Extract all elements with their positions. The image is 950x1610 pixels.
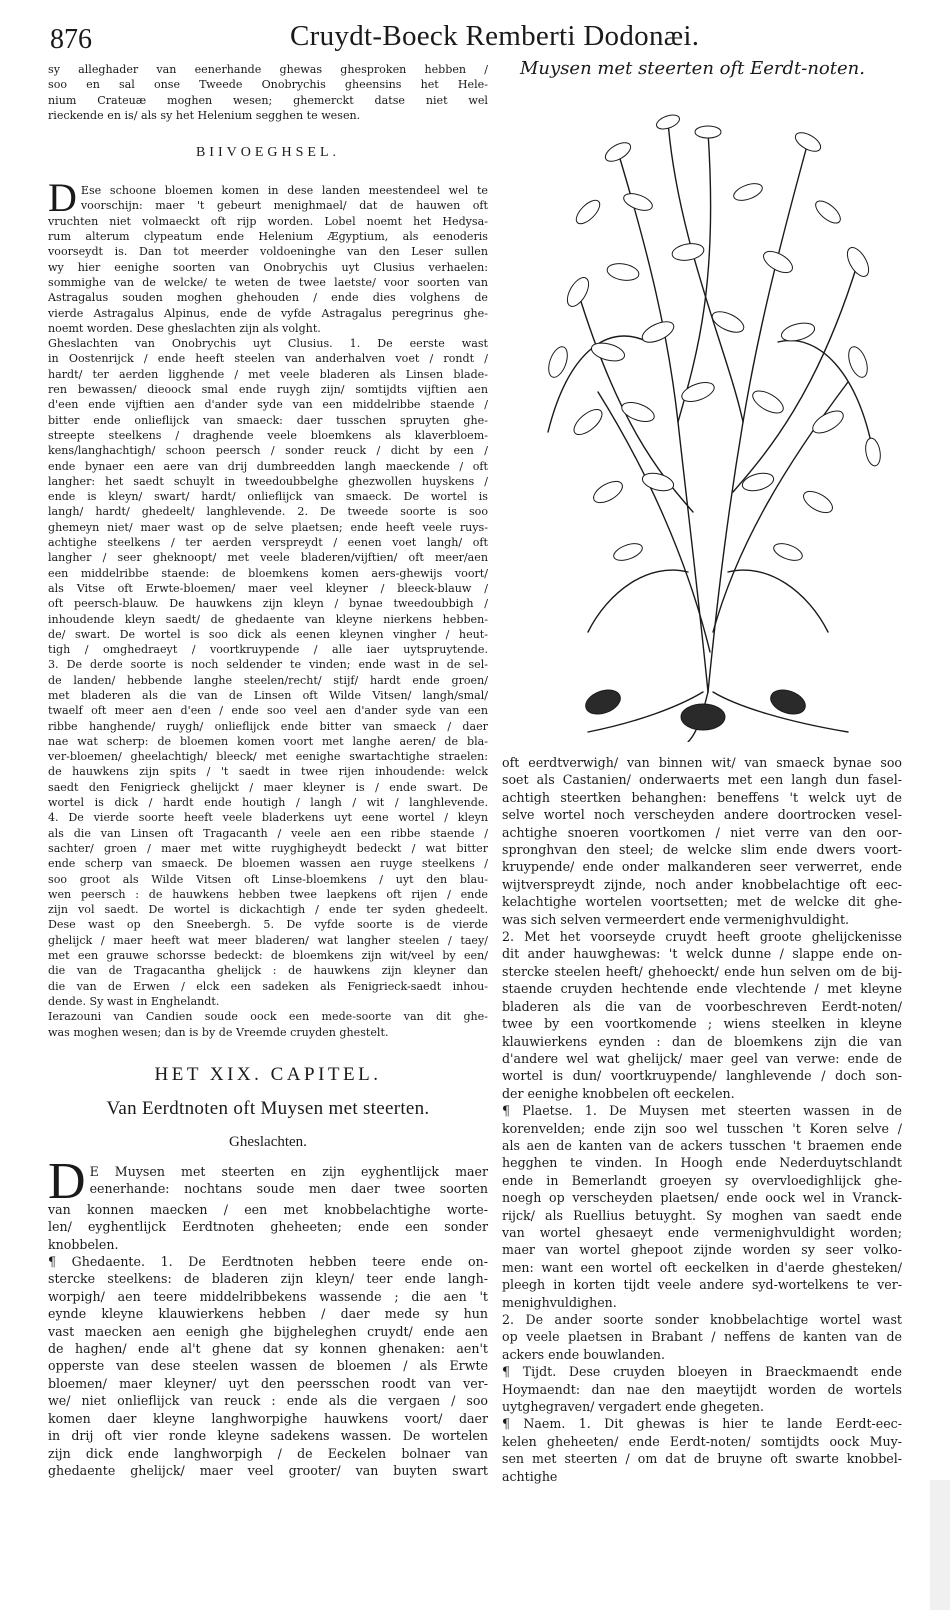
chapter-heading: HET XIX. CAPITEL. (154, 1063, 382, 1085)
text-line: achtighe snoeren voortkomen / niet verre van den oor- (502, 824, 902, 840)
text-line: 2. Met het voorseyde cruydt heeft groote ghelijckenisse (502, 929, 902, 945)
text-line: stercke steelkens: de bladeren zijn kleyn/ teer ende langh- (48, 1271, 488, 1287)
text-line: voorschijn: maer 't gebeurt menighmael/ dat de hauwen oft (80, 199, 488, 213)
intro-paragraph (48, 62, 488, 123)
text-line: sen met steerten / om dat de bruyne oft swarte knobbel- (502, 1451, 902, 1467)
text-line: maer van wortel ghepoot zijnde worden sy seer volko- (502, 1242, 902, 1258)
text-line: als aen de kanten van de ackers tusschen 't braemen ende (502, 1137, 902, 1153)
text-line: ribbe hanghende/ ruygh/ onlieflijck ende bitter van smaeck / daer (48, 719, 488, 733)
text-line: d'een ende vijftien aen d'ander syde van een middelribbe staende / (48, 398, 488, 412)
text-line: van wortel ghesaeyt ende vermenighvuldight worden; (502, 1224, 902, 1240)
text-line: ende is kleyn/ swart/ hardt/ onlieflijck van smaeck. De wortel is (48, 490, 488, 504)
text-line: voorseydt is. Dan tot meerder voldoeninghe van den Leser sullen (48, 245, 488, 259)
text-line: die van de Tragacantha ghelijck : de hauwkens zijn kleyner dan (48, 964, 488, 978)
text-line: sy alleghader van eenerhande ghewas ghesproken hebben / (48, 63, 488, 76)
text-line: ghelijck / maer heeft wat meer bladeren/ wat langher steelen / taey/ (48, 933, 488, 947)
text-line: E Muysen met steerten en zijn eyghentlijck maer (89, 1163, 488, 1179)
text-line: selve wortel noch verscheyden andere doortrocken vesel- (502, 807, 902, 823)
right-column (502, 754, 902, 1485)
text-line: rijck/ als Ruellius betuyght. Sy moghen van saedt ende (502, 1207, 902, 1223)
text-line: ver-bloemen/ gheelachtigh/ bleeck/ met eenighe swartachtighe straelen: (48, 750, 488, 764)
text-line: in drij oft vier ronde kleyne sadekens wassen. De wortelen (48, 1428, 488, 1444)
text-line: ¶ Tijdt. Dese cruyden bloeyen in Braeckmaendt ende (502, 1364, 902, 1380)
geslachten-heading: Gheslachten. (229, 1133, 307, 1150)
text-line: 4. De vierde soorte heeft veele bladerkens uyt eene wortel / kleyn (48, 811, 488, 825)
text-line: uytghegraven/ vergadert ende ghegeten. (502, 1399, 765, 1415)
text-line: soo en sal onse Tweede Onobrychis gheensins het Hele- (48, 78, 488, 92)
text-line: Ierazouni van Candien soude oock een mede-soorte van dit ghe- (48, 1010, 488, 1024)
text-line: soo groot als Wilde Vitsen oft Linse-bloemkens / uyt den blau- (48, 872, 488, 886)
text-line: wortel is dick / hardt ende houtigh / langh / wit / langhlevende. (48, 796, 488, 810)
chapter-body (48, 1152, 488, 1480)
text-line: streepte steelkens / draghende veele bloemkens als klaverbloem- (48, 428, 488, 442)
text-line: saedt den Fenigrieck ghelijckt / maer kleyner is / ende swart. De (48, 780, 488, 794)
text-line: Astragalus souden moghen ghehouden / ende dies volghens de (48, 291, 488, 305)
text-line: oft peersch-blauw. De hauwkens zijn kleyn / bynae tweedoubbigh / (48, 597, 488, 611)
text-line: zijn vol saedt. De wortel is dickachtigh / ende ter syden ghedeelt. (48, 903, 488, 917)
text-line: noemt worden. Dese gheslachten zijn als volght. (48, 321, 321, 335)
text-line: kens/langhachtigh/ schoon peersch / sonder reuck / dicht by een / (48, 444, 488, 458)
text-line: klauwierkens eynden : dan de bloemkens zijn die van (502, 1033, 902, 1049)
catchword: achtighe (502, 1468, 558, 1484)
text-line: Ese schoone bloemen komen in dese landen meestendeel wel te (80, 184, 488, 198)
text-line: Hoymaendt: dan nae den maeytijdt worden de wortels (502, 1381, 902, 1397)
text-line: de haghen/ ende al't ghene dat sy konnen ghenaken: aen't (48, 1341, 488, 1357)
text-line: kelen gheheeten/ ende Eerdt-noten/ somtijdts oock Muy- (502, 1433, 902, 1449)
running-head: Cruydt-Boeck Remberti Dodonæi. (290, 20, 700, 52)
text-line: nae wat scherp: de bloemen komen voort met langhe aeren/ de bla- (48, 734, 488, 748)
text-line: als Vitse oft Erwte-bloemen/ maer veel kleyner / bleeck-blauw / (48, 581, 488, 595)
text-line: len/ eyghentlijck Eerdtnoten gheheeten; ende een sonder (48, 1219, 488, 1235)
text-line: sommighe van de welcke/ te weten de twee laetste/ voor soorten van (48, 275, 488, 289)
text-line: vast maecken aen eenigh ghe bijgheleghen cruydt/ ende aen (48, 1323, 488, 1339)
text-line: vierde Astragalus Alpinus, ende de vyfde Astragalus peregrinus ghe- (48, 306, 488, 320)
text-line: men: want een wortel oft eeckelken in d'aerde ghesteken/ (502, 1259, 902, 1275)
text-line: worpigh/ aen teere middelribbekens wassende ; die aen 't (48, 1288, 488, 1304)
text-line: Gheslachten van Onobrychis uyt Clusius. 1. De eerste wast (48, 337, 488, 351)
text-line: opperste van dese steelen wassen de bloemen / als Erwte (48, 1358, 488, 1374)
text-line: stercke steelen heeft/ ghehoeckt/ ende hun selven om de bij- (502, 963, 902, 979)
text-line: Dese wast op den Sneebergh. 5. De vyfde soorte is de vierde (48, 918, 488, 932)
text-line: knobbelen. (48, 1236, 119, 1252)
text-line: vruchten niet volmaeckt oft rijp worden. Lobel noemt het Hedysa- (48, 214, 488, 228)
text-line: kruypende/ ende onder malkanderen seer verwerret, ende (502, 859, 902, 875)
text-line: soet als Castanien/ onderwaerts met een langh dun fasel- (502, 772, 902, 788)
text-line: als die van Linsen oft Tragacanth / veele aen een ribbe staende / (48, 826, 488, 840)
text-line: komen daer kleyne langhworpighe hauwkens voort/ daer (48, 1410, 488, 1426)
text-line: twaelf oft meer aen d'een / ende soo veel aen d'ander syde van een (48, 704, 488, 718)
text-line: met een grauwe schorsse bedeckt: de bloemkens zijn wit/veel by een/ (48, 949, 488, 963)
text-line: ende in Bemerlandt groeyen sy overvloedighlijck ghe- (502, 1172, 902, 1188)
text-line: rum alterum clypeatum ende Helenium Ægyptium, als eenoderis (48, 230, 488, 244)
illustration-caption: Muysen met steerten oft Eerdt-noten. (520, 58, 865, 79)
text-line: wy hier eenighe soorten van Onobrychis uyt Clusius verhaelen: (48, 260, 488, 274)
left-column (48, 62, 488, 1479)
text-line: korenvelden; ende zijn soo wel tusschen 't Koren selve / (502, 1120, 902, 1136)
text-line: langher / seer gheknoopt/ met veele bladeren/vijftien/ oft meer/aen (48, 551, 488, 565)
text-line: ren bewassen/ dieoock smal ende ruygh zijn/ somtijdts vijftien aen (48, 383, 488, 397)
text-line: staende cruyden hechtende ende vlechtende / met kleyne (502, 981, 902, 997)
text-line: was moghen wesen; dan is by de Vreemde cruyden ghestelt. (48, 1025, 389, 1039)
text-line: we/ niet onlieflijck van reuck : ende als die vergaen / soo (48, 1393, 488, 1409)
text-line: achtighe steelkens / ter aerden verspreydt / eenen voet langh/ oft (48, 536, 488, 550)
text-line: wen peersch : de hauwkens hebben twee laepkens oft rijen / ende (48, 887, 488, 901)
drop-capital: D (48, 1152, 86, 1210)
text-line: 3. De derde soorte is noch seldender te vinden; ende wast in de sel- (48, 658, 488, 672)
text-line: spronghvan den steel; de welcke slim ende dwers voort- (502, 842, 902, 858)
text-line: dit ander hauwghewas: 't welck dunne / slappe ende on- (502, 946, 902, 962)
text-line: de/ swart. De wortel is soo dick als eenen kleynen vingher / heut- (48, 627, 488, 641)
text-line: rieckende en is/ als sy het Helenium segghen te wesen. (48, 108, 361, 122)
text-line: langh/ hardt/ ghedeelt/ langhlevende. 2. De tweede soorte is soo (48, 505, 488, 519)
text-line: bitter ende onlieflijck van smaeck: daer tusschen spruyten ghe- (48, 413, 488, 427)
text-line: inhoudende kleyn saedt/ de ghedaente van kleyne nierkens hebben- (48, 612, 488, 626)
text-line: ¶ Naem. 1. Dit ghewas is hier te lande Eerdt-eec- (502, 1416, 902, 1432)
text-line: 2. De ander soorte sonder knobbelachtige wortel wast (502, 1312, 902, 1327)
text-line: kelachtighe wortelen voortsetten; met de welcke dit ghe- (502, 894, 902, 910)
text-line: d'andere wel wat ghelijck/ maer geel van verwe: ende de (502, 1050, 902, 1066)
text-line: der eenighe knobbelen oft eeckelen. (502, 1085, 735, 1101)
text-line: op veele plaetsen in Brabant / neffens de kanten van de (502, 1329, 902, 1345)
text-line: wijtverspreydt zijnde, noch ander knobbelachtige oft eec- (502, 876, 902, 892)
text-line: van konnen maecken / een met knobbelachtighe worte- (48, 1201, 488, 1217)
text-line: die van de Erwen / elck een sadeken als Fenigrieck-saedt inhou- (48, 979, 488, 993)
text-line: pleegh in korten tijdt veele andere syd-wortelkens te ver- (502, 1277, 902, 1293)
page-edge (930, 1480, 950, 1610)
text-line: bladeren als die van de voorbeschreven Eerdt-noten/ (502, 998, 902, 1014)
text-line: ghemeyn niet/ maer wast op de selve plaetsen; ende heeft veele ruys- (48, 520, 488, 534)
text-line: ende scherp van smaeck. De bloemen wassen aen ruyge steelkens / (48, 857, 488, 871)
text-line: menighvuldighen. (502, 1294, 617, 1310)
text-line: zijn dick ende langhworpigh / de Eeckelen bolnaer van (48, 1445, 488, 1461)
bijvoeghsel-heading: BIIVOEGHSEL. (195, 145, 341, 161)
drop-capital: D (48, 175, 77, 221)
text-line: met bladeren als die van de Linsen oft Wilde Vitsen/ langh/smal/ (48, 688, 488, 702)
text-line: ghedaente ghelijck/ maer veel grooter/ van buyten swart (48, 1462, 488, 1478)
text-line: noegh op verscheyden plaetsen/ ende oock wel in Vranck- (502, 1190, 902, 1206)
text-line: ende bynaer een aere van drij dumbreedden langh maeckende / oft (48, 459, 488, 473)
text-line: ackers ende bouwlanden. (502, 1346, 666, 1362)
text-line: ¶ Plaetse. 1. De Muysen met steerten wassen in de (502, 1103, 902, 1119)
text-line: oft eerdtverwigh/ van binnen wit/ van smaeck bynae soo (502, 755, 902, 770)
page-number: 876 (50, 24, 92, 55)
text-line: hardt/ ter aerden ligghende / met veele bladeren als Linsen blade- (48, 367, 488, 381)
text-line: ¶ Ghedaente. 1. De Eerdtnoten hebben teere ende on- (48, 1254, 488, 1270)
text-line: hegghen te vinden. In Hoogh ende Nederduytschlandt (502, 1155, 902, 1171)
text-line: een middelribbe staende: de bloemkens komen aers-ghewijs voort/ (48, 566, 488, 580)
text-line: in Oostenrijck / ende heeft steelen van anderhalven voet / rondt / (48, 352, 488, 366)
bijvoeghsel-paragraph (48, 175, 488, 336)
text-line: achtigh steertken behanghen: beneffens 't welck uyt de (502, 789, 902, 805)
text-line: de hauwkens zijn spits / 't saedt in twee rijen inhoudende: welck (48, 765, 488, 779)
chapter-title: Van Eerdtnoten oft Muysen met steerten. (106, 1097, 430, 1119)
text-line: wortel is dun/ voortkruypende/ langhlevende / doch son- (502, 1068, 902, 1084)
text-line: eenerhande: nochtans soude men daer twee soorten (89, 1181, 488, 1197)
plant-woodcut-illustration (528, 92, 888, 742)
text-line: was sich selven vermeerdert ende vermenighvuldight. (502, 911, 850, 927)
text-line: sachter/ groen / maer met witte ruyghigheydt bedeckt / wat bitter (48, 841, 488, 855)
text-line: de landen/ hebbende langhe steelen/recht/ stijf/ hardt ende groen/ (48, 673, 488, 687)
text-line: tigh / omghedraeyt / voortkruypende / alle iaer uytspruytende. (48, 643, 488, 657)
text-line: nium Crateuæ moghen wesen; ghemerckt datse niet wel (48, 93, 488, 107)
text-line: bloemen/ maer kleyner/ uyt den peersschen roodt van ver- (48, 1375, 488, 1391)
text-line: twee by een voortkomende ; wiens steelken in kleyne (502, 1016, 902, 1032)
text-line: langher: het saedt schuylt in tweedoubbelghe ghezwollen huyskens / (48, 474, 488, 488)
text-line: dende. Sy wast in Enghelandt. (48, 994, 220, 1008)
geslachten-paragraph (48, 336, 488, 1040)
text-line: eynde kleyne klauwierkens hebben / daer mede sy hun (48, 1306, 488, 1322)
